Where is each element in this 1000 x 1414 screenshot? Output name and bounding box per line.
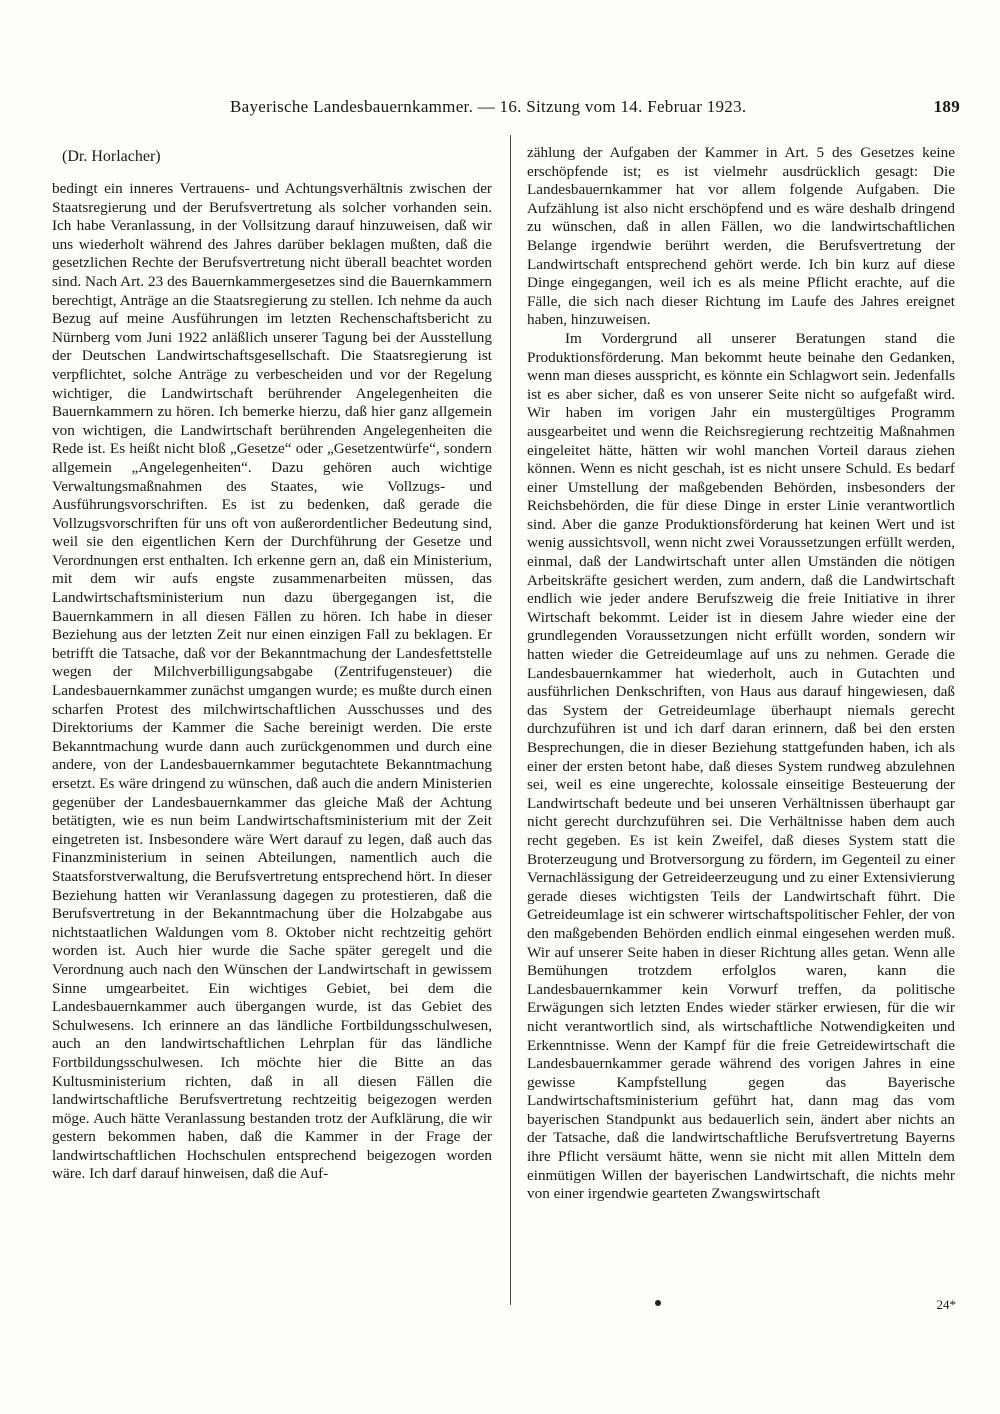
left-paragraph-1: bedingt ein inneres Vertrauens- und Achtungsverhältnis zwischen der Staatsregierung und der Berufsvertretung als solcher vorhanden sein. Ich habe Veranlassung, in der Vollsitzung darauf hinzuweisen, daß wir uns wiederholt während des Jahres darüber beklagen mußten, daß die gesetzlichen Rechte der Berufsvertretung nicht überall beachtet worden sind. Nach Art. 23 des Bauernkammergesetzes sind die Bauernkammern berechtigt, Anträge an die Staatsregierung zu stellen. Ich nehme da auch Bezug auf meine Ausführungen im letzten Rechenschaftsbericht zu Nürnberg vom Juni 1922 anläßlich unserer Tagung bei der Ausstellung der Deutschen Landwirtschaftsgesellschaft. Die Staatsregierung ist verpflichtet, solche Anträge zu verbescheiden und vor der Regelung wichtiger, die Landwirtschaft berührender Angelegenheiten die Bauernkammern zu hören. Ich bemerke hierzu, daß hier ganz allgemein von wichtigen, die Landwirtschaft berührenden Angelegenheiten die Rede ist. Es heißt nicht bloß „Gesetze“ oder „Gesetzentwürfe“, sondern allgemein „Angelegenheiten“. Dazu gehören auch wichtige Verwaltungsmaßnahmen des Staates, wie Vollzugs- und Ausführungsvorschriften. Es ist zu bedenken, daß gerade die Vollzugsvorschriften für uns oft von außerordentlicher Bedeutung sind, weil sie den eigentlichen Kern der Durchführung der Gesetze und Verordnungen erst enthalten. Ich erkenne gern an, daß ein Ministerium, mit dem wir aufs engste zusammenarbeiten müssen, das Landwirtschaftsministerium nun dazu übergegangen ist, die Bauernkammern in all diesen Fällen zu hören. Ich habe in dieser Beziehung aus der letzten Zeit nur einen einzigen Fall zu beklagen. Er betrifft die Tatsache, daß vor der Bekanntmachung der Landesfettstelle wegen der Milchverbilligungsabgabe (Zentrifugensteuer) die Landesbauernkammer zunächst umgangen wurde; es mußte durch einen scharfen Protest des milchwirtschaftlichen Ausschusses und des Direktoriums der Kammer die Sache bereinigt werden. Die erste Bekanntmachung wurde dann auch zurückgenommen und durch eine andere, von der Landesbauernkammer begutachtete Bekanntmachung ersetzt. Es wäre dringend zu wünschen, daß auch die andern Ministerien gegenüber der Landesbauernkammer das gleiche Maß der Achtung betätigten, wie es nun beim Landwirtschaftsministerium mit der Zeit eingetreten ist. Insbesondere wäre Wert darauf zu legen, daß auch das Finanzministerium in seinen Abteilungen, namentlich auch die Staatsforstverwaltung, die Berufsvertretung entsprechend hört. In dieser Beziehung hatten wir Veranlassung dagegen zu protestieren, daß die Berufsvertretung in der Bekanntmachung über die Holzabgabe aus nichtstaatlichen Waldungen vom 8. Oktober nicht rechtzeitig gehört worden ist. Auch hier wurde die Sache später geregelt und die Verordnung auch nach den Wünschen der Landwirtschaft in gewissem Sinne umgearbeitet. Ein wichtiges Gebiet, bei dem die Landesbauernkammer auch übergangen wurde, ist das Gebiet des Schulwesens. Ich erinnere an das ländliche Fortbildungsschulwesen, auch an den landwirtschaftlichen Lehrplan für das ländliche Fortbildungsschulwesen. Ich möchte hier die Bitte an das Kultusministerium richten, daß in all diesen Fällen die landwirtschaftliche Berufsvertretung rechtzeitig beigezogen werden möge. Auch hätte Veranlassung bestanden trotz der Aufklärung, die wir gestern bekommen haben, daß die Kammer in der Frage der landwirtschaftlichen Hochschulen entsprechend beigezogen worden wäre. Ich darf darauf hinweisen, daß die Auf- — [52, 180, 492, 1183]
right-paragraph-1: zählung der Aufgaben der Kammer in Art. 5 des Gesetzes keine erschöpfende ist; es ist vielmehr ausdrücklich gesagt: Die Landesbauernkammer hat vor allem folgende Aufgaben. Die Aufzählung ist also nicht erschöpfend und es wäre deshalb dringend zu wünschen, daß in allen Fällen, wo die landwirtschaftlichen Belange irgendwie berührt werden, die Berufsvertretung der Landwirtschaft entsprechend gehört werde. Ich bin kurz auf diese Dinge eingegangen, weil ich es als meine Pflicht erachte, auf die Fälle, die sich nach dieser Richtung im Laufe des Jahres ereignet haben, hinzuweisen. — [527, 144, 955, 329]
left-column — [52, 180, 492, 1184]
column-divider — [510, 135, 511, 1305]
running-head-title: Bayerische Landesbauernkammer. — 16. Sitzung vom 14. Februar 1923. — [230, 97, 747, 116]
speaker-label: (Dr. Horlacher) — [62, 148, 161, 165]
printer-dot — [655, 1300, 661, 1306]
page-number: 189 — [933, 97, 960, 116]
right-column — [527, 144, 955, 1204]
signature-mark: 24* — [936, 1297, 956, 1312]
running-head — [230, 97, 960, 121]
right-paragraph-2: Im Vordergrund all unserer Beratungen stand die Produktionsförderung. Man bekommt heute beinahe den Gedanken, wenn man dieses ausspricht, es könnte ein Schlagwort sein. Jedenfalls ist es aber sicher, daß es von unserer Seite nicht so aufgefaßt wird. Wir haben im vorigen Jahr ein mustergültiges Programm ausgearbeitet und wenn die Reichsregierung rechtzeitig Maßnahmen eingeleitet hätte, hätten wir wohl manchen Vorteil daraus ziehen können. Wenn es nicht geschah, ist es nicht unsere Schuld. Es bedarf einer Umstellung der maßgebenden Behörden, insbesonders der Reichsbehörden, die für diese Dinge in erster Linie verantwortlich sind. Aber die ganze Produktionsförderung hat keinen Wert und ist wenig aussichtsvoll, wenn nicht zwei Voraussetzungen erfüllt werden, einmal, daß der Landwirtschaft unter allen Umständen die nötigen Arbeitskräfte gesichert werden, zum andern, daß die Landwirtschaft endlich wie jeder andere Berufszweig die freie Initiative in ihrer Wirtschaft bekommt. Leider ist in diesem Jahre wieder eine der grundlegenden Voraussetzungen nicht erfüllt worden, sondern wir hatten wieder die Getreideumlage auf uns zu nehmen. Gerade die Landesbauernkammer hat wiederholt, auch in Gutachten und ausführlichen Denkschriften, von Haus aus darauf hingewiesen, daß das System der Getreideumlage überhaupt niemals gerecht durchzuführen ist und ich darf daran erinnern, daß bei den ersten Besprechungen, die in dieser Beziehung stattgefunden haben, ich als einer der ersten betont habe, daß dieses System rundweg abzulehnen sei, weil es eine ungerechte, kolossale einseitige Besteuerung der Landwirtschaft bedeute und bei unseren Verhältnissen überhaupt gar nicht gerecht durchzuführen sei. Die Verhältnisse haben dem auch recht gegeben. Es ist kein Zweifel, daß dieses System statt die Broterzeugung und Brotversorgung zu fördern, im Gegenteil zu einer Vernachlässigung der Getreideerzeugung und zu einer Extensivierung gerade dieses wichtigsten Teils der Landwirtschaft führt. Die Getreideumlage ist ein schwerer wirtschaftspolitischer Fehler, der von den maßgebenden Behörden endlich einmal eingesehen werden muß. Wir auf unserer Seite haben in dieser Richtung alles getan. Wenn alle Bemühungen trotzdem erfolglos waren, kann die Landesbauernkammer kein Vorwurf treffen, da politische Erwägungen sich letzten Endes wieder stärker erwiesen, für die wir nicht verantwortlich sind, als wirtschaftliche Notwendigkeiten und Erkenntnisse. Wenn der Kampf für die freie Getreidewirtschaft die Landesbauernkammer gerade während des vorigen Jahres in eine gewisse Kampfstellung gegen das Bayerische Landwirtschaftsministerium geführt hat, dann mag das vom bayerischen Standpunkt aus bedauerlich sein, ändert aber nichts an der Tatsache, daß die landwirtschaftliche Berufsvertretung Bayerns ihre Pflicht versäumt hätte, wenn sie nicht mit allen Mitteln dem einmütigen Willen der bayerischen Landwirtschaft, die nichts mehr von einer irgendwie gearteten Zwangswirtschaft — [527, 329, 955, 1203]
